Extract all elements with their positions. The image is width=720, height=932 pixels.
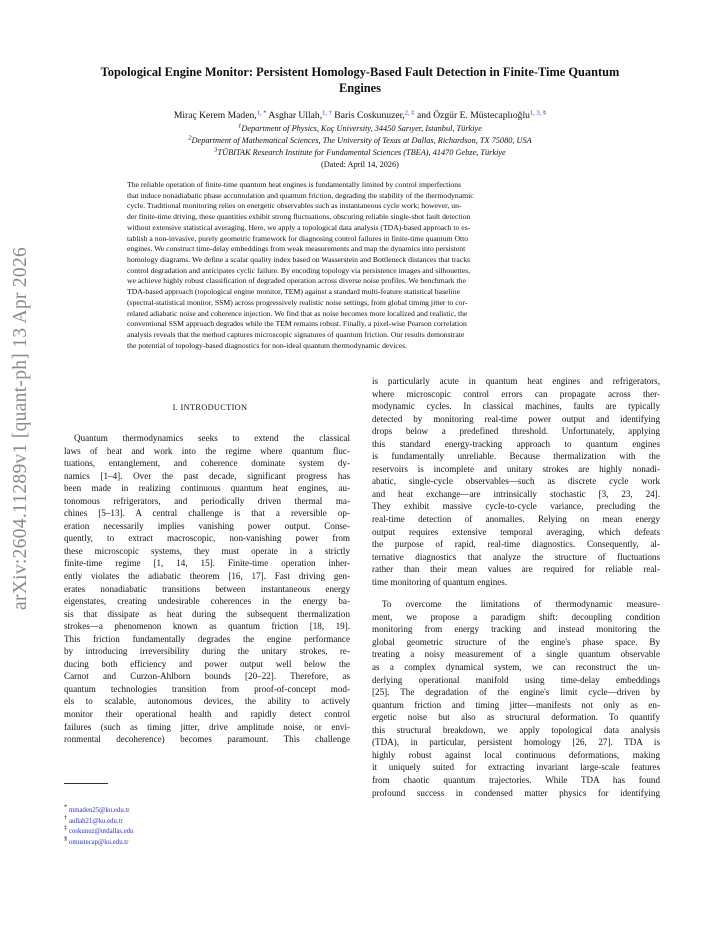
text-line: the purpose of rapid, real-time diagnostics. Consequently, al- bbox=[372, 539, 660, 550]
text-line: monitoring from energy tracking and instead monitoring the bbox=[372, 624, 660, 635]
author-marks[interactable]: 1, * bbox=[256, 109, 267, 117]
text-line: eration necessarily implies vanishing power output. Conse- bbox=[64, 520, 350, 531]
text-line: (TDA), in particular, persistent homology [26, 27]. TDA is bbox=[372, 737, 660, 748]
text-line: highly robust against local continuous deformations, making bbox=[372, 749, 660, 760]
author-name: Baris Coskunuzer, bbox=[334, 110, 405, 121]
affiliation-text: Department of Physics, Koç University, 34450 Sarıyer, Istanbul, Türkiye bbox=[241, 124, 482, 133]
email-link[interactable]: omustecap@ku.edu.tr bbox=[68, 838, 129, 846]
text-line: ternative diagnostics that analyze the structure of fluctuations bbox=[372, 551, 660, 562]
text-line: quantum technologies transition from proof-of-concept mod- bbox=[64, 683, 350, 694]
text-line: profound success in condensed matter physics for identifying bbox=[372, 787, 660, 798]
section-heading: I. INTRODUCTION bbox=[172, 403, 248, 412]
text-line: by introducing irreversibility during the unitary strokes, re- bbox=[64, 646, 350, 657]
title-line: Topological Engine Monitor: Persistent Homology-Based Fault Detection in Finite-Time Quantum bbox=[100, 65, 620, 79]
body-column-right bbox=[372, 375, 660, 799]
author-separator: and bbox=[414, 110, 434, 121]
footnote bbox=[64, 803, 134, 817]
text-line: this standard energy-tracking approach to quantum engines bbox=[372, 438, 660, 449]
dated-line: (Dated: April 14, 2026) bbox=[321, 160, 399, 169]
text-line: ergetic noise but also as structural deformation. To quantify bbox=[372, 712, 660, 723]
affiliation-text: TÜBITAK Research Institute for Fundamental Sciences (TBEA), 41470 Gebze, Türkiye bbox=[217, 147, 506, 157]
text-line: ronmental decoherence) becomes paramount. This challenge bbox=[64, 734, 350, 745]
text-line: this structural breakdown, we apply topological data analysis bbox=[372, 724, 660, 735]
author-name: Miraç Kerem Maden, bbox=[173, 110, 257, 121]
text-line: as a complex dynamical system, we can reconstruct the un- bbox=[372, 662, 660, 673]
footnote bbox=[64, 814, 134, 828]
text-line: cycle. Traditional monitoring relies on energetic observables such as instantaneous cycle work; however, un- bbox=[127, 201, 462, 211]
text-line: This friction fundamentally degrades the engine performance bbox=[64, 633, 350, 644]
author-name: Asghar Ullah, bbox=[268, 110, 323, 121]
affiliation-number: 3 bbox=[214, 146, 218, 154]
body-column-left bbox=[64, 432, 350, 746]
footnotes bbox=[64, 803, 134, 848]
text-line: treating a noisy measurement of a single quantum observable bbox=[372, 649, 660, 660]
text-line: is fundamentally unreliable. Because thermalization with the bbox=[372, 451, 660, 462]
paragraph bbox=[372, 598, 660, 799]
text-line: tuations, entanglement, and coherence dominate system dy- bbox=[64, 458, 350, 469]
title-line: Engines bbox=[338, 81, 381, 95]
text-line: these microscopic systems, they must operate in a strictly bbox=[64, 545, 350, 556]
text-line: and heat exchange—are intrinsically stochastic [3, 23, 24]. bbox=[372, 488, 660, 499]
text-line: [25]. The degradation of the engine's limit cycle—driven by bbox=[372, 687, 660, 698]
paragraph bbox=[372, 375, 660, 588]
text-line: els to scalable, autonomous devices, the ability to actively bbox=[64, 696, 350, 707]
text-line: from chaotic quantum trajectories. While TDA has found bbox=[372, 774, 660, 785]
text-line: ently violates the adiabatic theorem [16, 17]. Fast driving gen- bbox=[64, 571, 350, 582]
affiliation-line bbox=[60, 123, 660, 135]
text-line: TDA-based approach (topological engine monitor, TEM) against a standard multi-feature statistical baseline bbox=[127, 287, 460, 297]
text-line: been made in realizing continuous quantum heat engines, au- bbox=[64, 483, 350, 494]
text-line: control degradation and anticipates cyclic failure. By encoding topology via persistence images and silhouettes, bbox=[127, 265, 471, 275]
text-line: monitor their operational health and rapidly detect control bbox=[64, 709, 350, 720]
footnote bbox=[64, 835, 134, 849]
paper-title bbox=[60, 64, 660, 96]
email-link[interactable]: mmaden25@ku.edu.tr bbox=[68, 807, 130, 814]
text-line: detected by monitoring real-time power output and identifying bbox=[372, 413, 660, 424]
text-line: real-time detection of anomalies. Relying on mean energy bbox=[372, 514, 660, 525]
arxiv-identifier: arXiv:2604.11289v1 [quant-ph] 13 Apr 2026 bbox=[10, 246, 31, 610]
text-line: Quantum thermodynamics seeks to extend the classical bbox=[74, 433, 350, 443]
text-line: erates nonadiabatic transitions between instantaneous energy bbox=[64, 583, 350, 594]
text-line: rather than their mean values are required for reliable real- bbox=[372, 564, 660, 575]
footnote bbox=[64, 824, 134, 838]
abstract bbox=[127, 180, 593, 352]
text-line: They exhibit massive cycle-to-cycle variance, precluding the bbox=[372, 501, 660, 512]
text-line: where microscopic control errors can propagate across ther- bbox=[372, 388, 660, 399]
text-line: we achieve highly robust classification of degraded operation across diverse noise profiles. We benchmark the bbox=[127, 276, 466, 286]
email-link[interactable]: aullah21@ku.edu.tr bbox=[68, 817, 123, 825]
text-line: reservoirs is incomplete and unitary strokes are highly nonadi- bbox=[372, 463, 660, 474]
text-line: To overcome the limitations of thermodynamic measure- bbox=[382, 599, 660, 610]
text-line: drops below a predefined threshold. Unfortunately, applying bbox=[372, 426, 660, 437]
footnote-mark: § bbox=[64, 835, 68, 843]
text-line: tonomous refrigerators, and periodically driven thermal ma- bbox=[64, 495, 350, 506]
text-line: namics [1–4]. Over the past decade, significant progress has bbox=[64, 470, 350, 481]
text-line: quently, to extract macroscopic, non-vanishing power from bbox=[64, 533, 350, 544]
text-line: (spectral-statistical monitor, SSM) across progressively realistic noise settings, from global timing jitter to cor- bbox=[127, 297, 468, 307]
author-name: Özgür E. Müstecaplıoğlu bbox=[433, 110, 530, 121]
text-line: is particularly acute in quantum heat engines and refrigerators, bbox=[372, 376, 660, 386]
affiliation-text: Department of Mathematical Sciences, The University of Texas at Dallas, Richardson, TX 75080, USA bbox=[191, 135, 532, 145]
affiliation-number: 1 bbox=[238, 122, 242, 130]
text-line: time monitoring of quantum engines. bbox=[372, 576, 508, 587]
affiliation-line bbox=[60, 135, 660, 147]
text-line: Carnot and Curzon-Ahlborn bounds [20–22]. Therefore, as bbox=[64, 671, 350, 682]
text-line: sis that dissipate as heat during the subsequent thermalization bbox=[64, 608, 350, 619]
text-line: output requires extensive temporal averaging, which defeats bbox=[372, 526, 660, 537]
footnote-mark: * bbox=[64, 803, 68, 811]
text-line: modynamic cycles. In classical machines, faults are typically bbox=[372, 401, 660, 412]
text-line: quantum friction and timing jitter—manifests not only as en- bbox=[372, 699, 660, 710]
text-line: analysis reveals that the method captures microscopic signatures of quantum friction. Our results demonstrate bbox=[127, 330, 465, 340]
author-marks[interactable]: 1, † bbox=[322, 109, 332, 117]
text-line: der finite-time driving, these quantities exhibit strong fluctuations, obscuring reliable single-shot fault detection bbox=[127, 212, 471, 222]
text-line: related adiabatic noise and coherence injection. We find that as noise becomes more localized and realistic, the bbox=[127, 308, 468, 318]
affiliations bbox=[60, 123, 660, 158]
author-marks[interactable]: 1, 3, § bbox=[529, 109, 547, 117]
text-line: conventional SSM approach degrades while the TEM remains robust. Finally, a pixel-wise Pearson correlation bbox=[127, 319, 467, 329]
text-line: tablish a non-invasive, purely geometric framework for diagnosing control failures in finite-time quantum Otto bbox=[127, 233, 469, 243]
text-line: chines [5–13]. A central challenge is that a reversible op- bbox=[64, 508, 350, 519]
affiliation-line bbox=[60, 147, 660, 159]
text-line: that induce nonadiabatic phase accumulation and quantum friction, degrading the stability of the thermodynamic bbox=[127, 190, 474, 200]
text-line: derlying operational manifold using time-delay embeddings bbox=[372, 674, 660, 685]
text-line: ducing both efficiency and power output well below the bbox=[64, 658, 350, 669]
text-line: homology diagrams. We define a scalar quality index based on Wasserstein and Bottleneck distances that tracks bbox=[127, 255, 471, 265]
footnote-rule bbox=[64, 783, 108, 784]
author-list bbox=[60, 109, 660, 122]
text-line: global geometric structure of the engine's phase space. By bbox=[372, 636, 660, 647]
text-line: finite-time regime [1, 14, 15]. Finite-time operation inher- bbox=[64, 558, 350, 569]
text-line: strokes—a phenomenon known as quantum friction [18, 19]. bbox=[64, 621, 350, 632]
text-line: it uniquely suited for extracting invariant large-scale features bbox=[372, 762, 660, 773]
text-line: failures (such as timing jitter, drive amplitude noise, or envi- bbox=[64, 721, 350, 732]
footnote-mark: ‡ bbox=[64, 824, 68, 832]
text-line: laws of heat and work into the regime where quantum fluc- bbox=[64, 445, 350, 456]
text-line: ment, we propose a paradigm shift: decoupling condition bbox=[372, 611, 660, 622]
text-line: eigenstates, creating undesirable coherences in the energy ba- bbox=[64, 596, 350, 607]
text-line: without extensive statistical averaging. Here, we apply a topological data analysis (TDA)-based approach to es- bbox=[127, 222, 471, 232]
text-line: abatic, single-cycle observables—such as discrete cycle work bbox=[372, 476, 660, 487]
author-marks[interactable]: 2, ‡ bbox=[404, 109, 415, 117]
text-line: the potential of topology-based diagnostics for non-ideal quantum thermodynamic devices. bbox=[127, 340, 408, 350]
email-link[interactable]: coskunuz@utdallas.edu bbox=[68, 828, 134, 836]
footnote-mark: † bbox=[64, 814, 68, 822]
text-line: The reliable operation of finite-time quantum heat engines is fundamentally limited by control imperfections bbox=[127, 180, 462, 189]
affiliation-number: 2 bbox=[188, 134, 192, 142]
text-line: engines. We construct time-delay embeddings from weak measurements and map the dynamics into persistent bbox=[127, 244, 466, 254]
